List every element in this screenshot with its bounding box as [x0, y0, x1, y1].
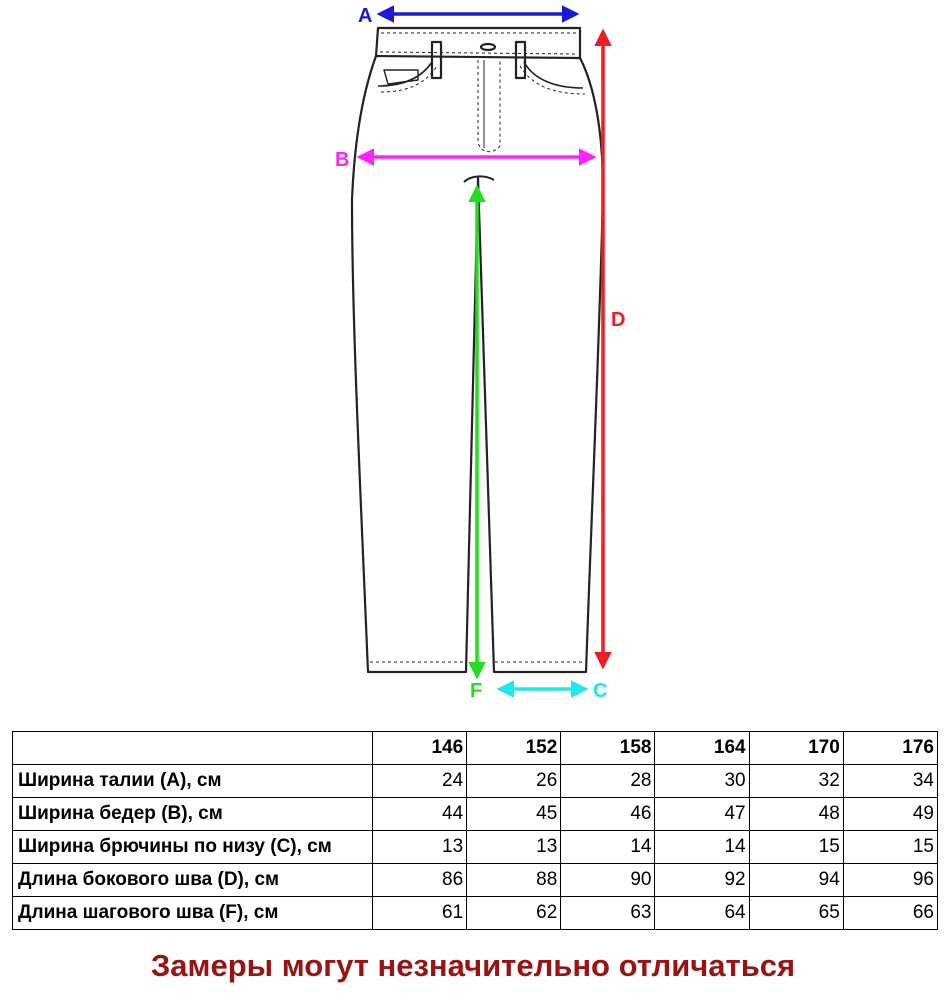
size-header: 146 [373, 732, 467, 765]
table-cell: 63 [561, 897, 655, 930]
table-cell: 65 [749, 897, 843, 930]
size-header: 176 [843, 732, 937, 765]
table-cell: 46 [561, 798, 655, 831]
table-cell: 94 [749, 864, 843, 897]
table-cell: 88 [467, 864, 561, 897]
table-cell: 15 [749, 831, 843, 864]
table-cell: 34 [843, 765, 937, 798]
row-label: Ширина бедер (В), см [13, 798, 373, 831]
table-cell: 96 [843, 864, 937, 897]
table-cell: 62 [467, 897, 561, 930]
belt-loop-right [516, 42, 525, 78]
label-b: B [335, 149, 350, 171]
size-chart-table [12, 731, 938, 930]
row-label: Ширина брючины по низу (С), см [13, 831, 373, 864]
row-label: Ширина талии (А), см [13, 765, 373, 798]
table-cell: 13 [467, 831, 561, 864]
row-label: Длина бокового шва (D), см [13, 864, 373, 897]
table-cell: 49 [843, 798, 937, 831]
size-header: 152 [467, 732, 561, 765]
label-c: C [593, 680, 608, 702]
table-row [13, 864, 938, 897]
table-cell: 26 [467, 765, 561, 798]
table-cell: 15 [843, 831, 937, 864]
fly-stitching [478, 60, 500, 152]
table-cell: 92 [655, 864, 749, 897]
table-row [13, 798, 938, 831]
coin-pocket [384, 70, 418, 84]
pocket-right [524, 62, 583, 88]
table-cell: 28 [561, 765, 655, 798]
table-cell: 30 [655, 765, 749, 798]
table-cell: 66 [843, 897, 937, 930]
table-cell: 47 [655, 798, 749, 831]
button [481, 44, 495, 50]
label-a: A [358, 5, 373, 27]
table-cell: 86 [373, 864, 467, 897]
table-cell: 90 [561, 864, 655, 897]
table-corner-cell [13, 732, 373, 765]
size-header: 170 [749, 732, 843, 765]
table-row [13, 831, 938, 864]
size-header: 158 [561, 732, 655, 765]
table-cell: 48 [749, 798, 843, 831]
table-cell: 14 [655, 831, 749, 864]
table-cell: 61 [373, 897, 467, 930]
table-cell: 13 [373, 831, 467, 864]
table-cell: 14 [561, 831, 655, 864]
table-cell: 24 [373, 765, 467, 798]
label-d: D [611, 309, 626, 331]
table-header-row [13, 732, 938, 765]
table-cell: 64 [655, 897, 749, 930]
table-row [13, 897, 938, 930]
belt-loop-left [432, 42, 441, 78]
measurement-disclaimer: Замеры могут незначительно отличаться [150, 948, 796, 983]
table-cell: 44 [373, 798, 467, 831]
label-f: F [470, 680, 483, 702]
table-cell: 32 [749, 765, 843, 798]
size-header: 164 [655, 732, 749, 765]
table-cell: 45 [467, 798, 561, 831]
row-label: Длина шагового шва (F), см [13, 897, 373, 930]
table-row [13, 765, 938, 798]
